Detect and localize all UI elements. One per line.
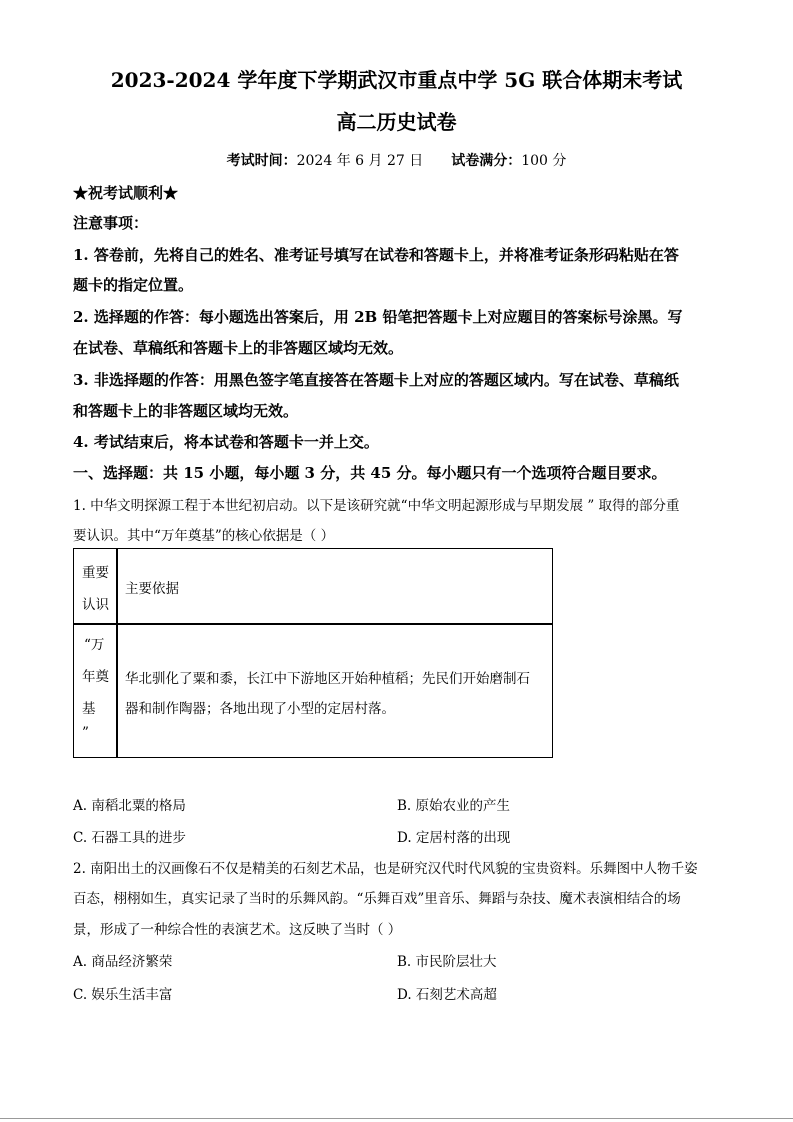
page-bottom-rule bbox=[0, 1118, 793, 1119]
notice-line: 4. 考试结束后，将本试卷和答题卡一并上交。 bbox=[73, 433, 379, 451]
exam-time-label: 考试时间： bbox=[226, 153, 297, 169]
question-2-text: 2. 南阳出土的汉画像石不仅是精美的石刻艺术品，也是研究汉代时代风貌的宝贵资料。乐舞图中人物千姿 bbox=[73, 861, 698, 877]
exam-title: 2023-2024 学年度下学期武汉市重点中学 5G 联合体期末考试 bbox=[110, 68, 683, 92]
question-2-text: 景，形成了一种综合性的表演艺术。这反映了当时（ ） bbox=[73, 922, 402, 938]
blessing-line: ★祝考试顺利★ bbox=[73, 184, 179, 202]
question-1-table bbox=[73, 548, 553, 758]
notice-line: 1. 答卷前，先将自己的姓名、准考证号填写在试卷和答题卡上，并将准考证条形码粘贴在答 bbox=[73, 246, 679, 264]
full-score-label: 试卷满分： bbox=[451, 153, 522, 169]
exam-meta bbox=[0, 150, 793, 170]
notice-line: 2. 选择题的作答：每小题选出答案后，用 2B 铅笔把答题卡上对应题目的答案标号涂黑。写 bbox=[73, 308, 683, 326]
q2-option-b: B. 市民阶层壮大 bbox=[397, 954, 497, 970]
q1-option-c: C. 石器工具的进步 bbox=[73, 830, 186, 846]
q1-option-a: A. 南稻北粟的格局 bbox=[73, 798, 186, 814]
table-header-col1: 认识 bbox=[82, 597, 109, 613]
exam-subtitle: 高二历史试卷 bbox=[336, 110, 457, 134]
notice-title: 注意事项： bbox=[73, 214, 149, 232]
exam-time-value: 2024 年 6 月 27 日 bbox=[296, 153, 424, 169]
table-header-col2: 主要依据 bbox=[125, 581, 179, 597]
question-1-text: 1. 中华文明探源工程于本世纪初启动。以下是该研究就“中华文明起源形成与早期发展 ” 取得的部分重 bbox=[73, 498, 680, 514]
q2-option-a: A. 商品经济繁荣 bbox=[73, 954, 173, 970]
table-row-content: 器和制作陶器；各地出现了小型的定居村落。 bbox=[125, 701, 395, 717]
table-header-col1: 重要 bbox=[82, 565, 109, 581]
table-row-label: 基 bbox=[82, 701, 96, 717]
table-row-label: “万 bbox=[84, 637, 105, 653]
notice-line: 在试卷、草稿纸和答题卡上的非答题区域均无效。 bbox=[73, 339, 404, 357]
q2-option-d: D. 石刻艺术高超 bbox=[397, 987, 497, 1003]
table-row-content: 华北驯化了粟和黍，长江中下游地区开始种植稻；先民们开始磨制石 bbox=[125, 671, 530, 687]
notice-line: 和答题卡上的非答题区域均无效。 bbox=[73, 402, 299, 420]
full-score-value: 100 分 bbox=[521, 153, 567, 169]
q1-option-d: D. 定居村落的出现 bbox=[397, 830, 511, 846]
table-row-label: ” bbox=[82, 725, 89, 741]
notice-line: 题卡的指定位置。 bbox=[73, 276, 194, 294]
q2-option-c: C. 娱乐生活丰富 bbox=[73, 987, 173, 1003]
notice-line: 3. 非选择题的作答：用黑色签字笔直接答在答题卡上对应的答题区域内。写在试卷、草稿纸 bbox=[73, 371, 679, 389]
section-heading: 一、选择题：共 15 小题，每小题 3 分，共 45 分。每小题只有一个选项符合题目要求。 bbox=[73, 464, 667, 482]
question-2-text: 百态，栩栩如生，真实记录了当时的乐舞风韵。“乐舞百戏”里音乐、舞蹈与杂技、魔术表演相结合的场 bbox=[73, 891, 681, 907]
q1-option-b: B. 原始农业的产生 bbox=[397, 798, 511, 814]
question-1-text: 要认识。其中“万年奠基”的核心依据是（ ） bbox=[73, 528, 335, 544]
table-row-label: 年奠 bbox=[82, 669, 109, 685]
